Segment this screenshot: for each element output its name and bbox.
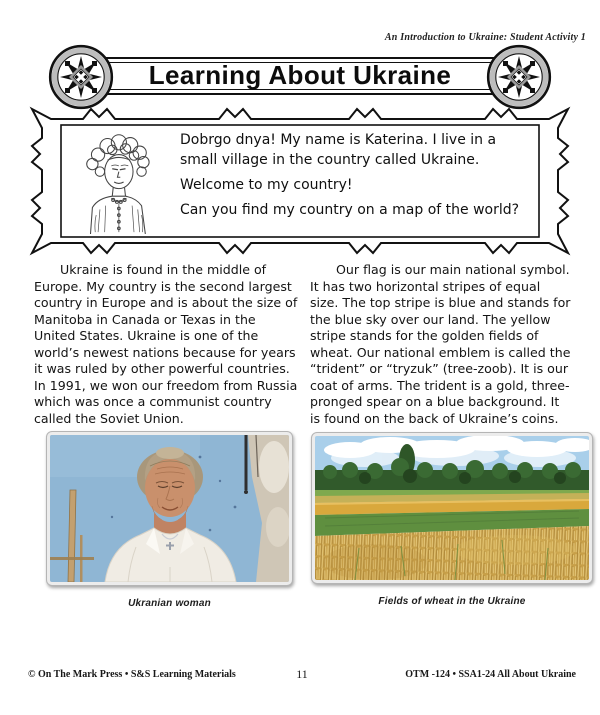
column-right [310, 262, 572, 609]
paragraph-flag-symbols: Our flag is our main national symbol. It has two horizontal stripes of equal size. The top stripe is blue and stands for the blue sky over our land. The yellow stripe stands for the golden fields of wheat. Our national emblem is called the “trident” or “tryzuk” (tree-zoob). It is our coat of arms. The trident is a gold, three-pronged spear on a blue background. It is found on the back of Ukraine’s coins. [310, 262, 571, 426]
speech-panel [35, 112, 565, 250]
title-banner [0, 44, 600, 112]
ukrainian-woman-photo [50, 435, 289, 582]
page-title: Learning About Ukraine [148, 60, 452, 90]
speech-line-1: Dobrgo dnya! My name is Katerina. I live in a small village in the country called Ukraine. [180, 132, 497, 168]
column-left [34, 262, 300, 609]
speech-text [180, 130, 537, 225]
title-ribbon [56, 57, 544, 95]
footer-publisher: © On The Mark Press • S&S Learning Materials [28, 669, 236, 680]
intro-columns [0, 262, 600, 609]
folk-star-medallion-right-icon [486, 44, 552, 110]
page-footer [28, 668, 576, 682]
footer-product-code: OTM -124 • SSA1-24 All About Ukraine [405, 669, 576, 680]
folk-star-medallion-left-icon [48, 44, 114, 110]
caption-ukrainian-woman: Ukranian woman [128, 598, 211, 609]
speech-line-3: Can you find my country on a map of the world? [180, 202, 520, 218]
speech-line-2: Welcome to my country! [180, 177, 353, 193]
figure-ukrainian-woman [46, 431, 293, 609]
header-credit: An Introduction to Ukraine: Student Activity 1 [384, 32, 586, 43]
wheat-fields-photo [315, 436, 589, 580]
caption-wheat-fields: Fields of wheat in the Ukraine [378, 596, 526, 607]
figure-wheat-fields [311, 432, 593, 607]
paragraph-ukraine-location: Ukraine is found in the middle of Europe. My country is the second largest country in Europe and is about the size of Manitoba in Canada or Texas in the United States. Ukraine is one of the world’s newest nations because for years it was ruled by other powerful countries. In 1991, we won our freedom from Russia which was once a communist country called the Soviet Union. [34, 262, 298, 426]
footer-page-number: 11 [296, 667, 308, 681]
katerina-portrait-icon [69, 130, 164, 234]
